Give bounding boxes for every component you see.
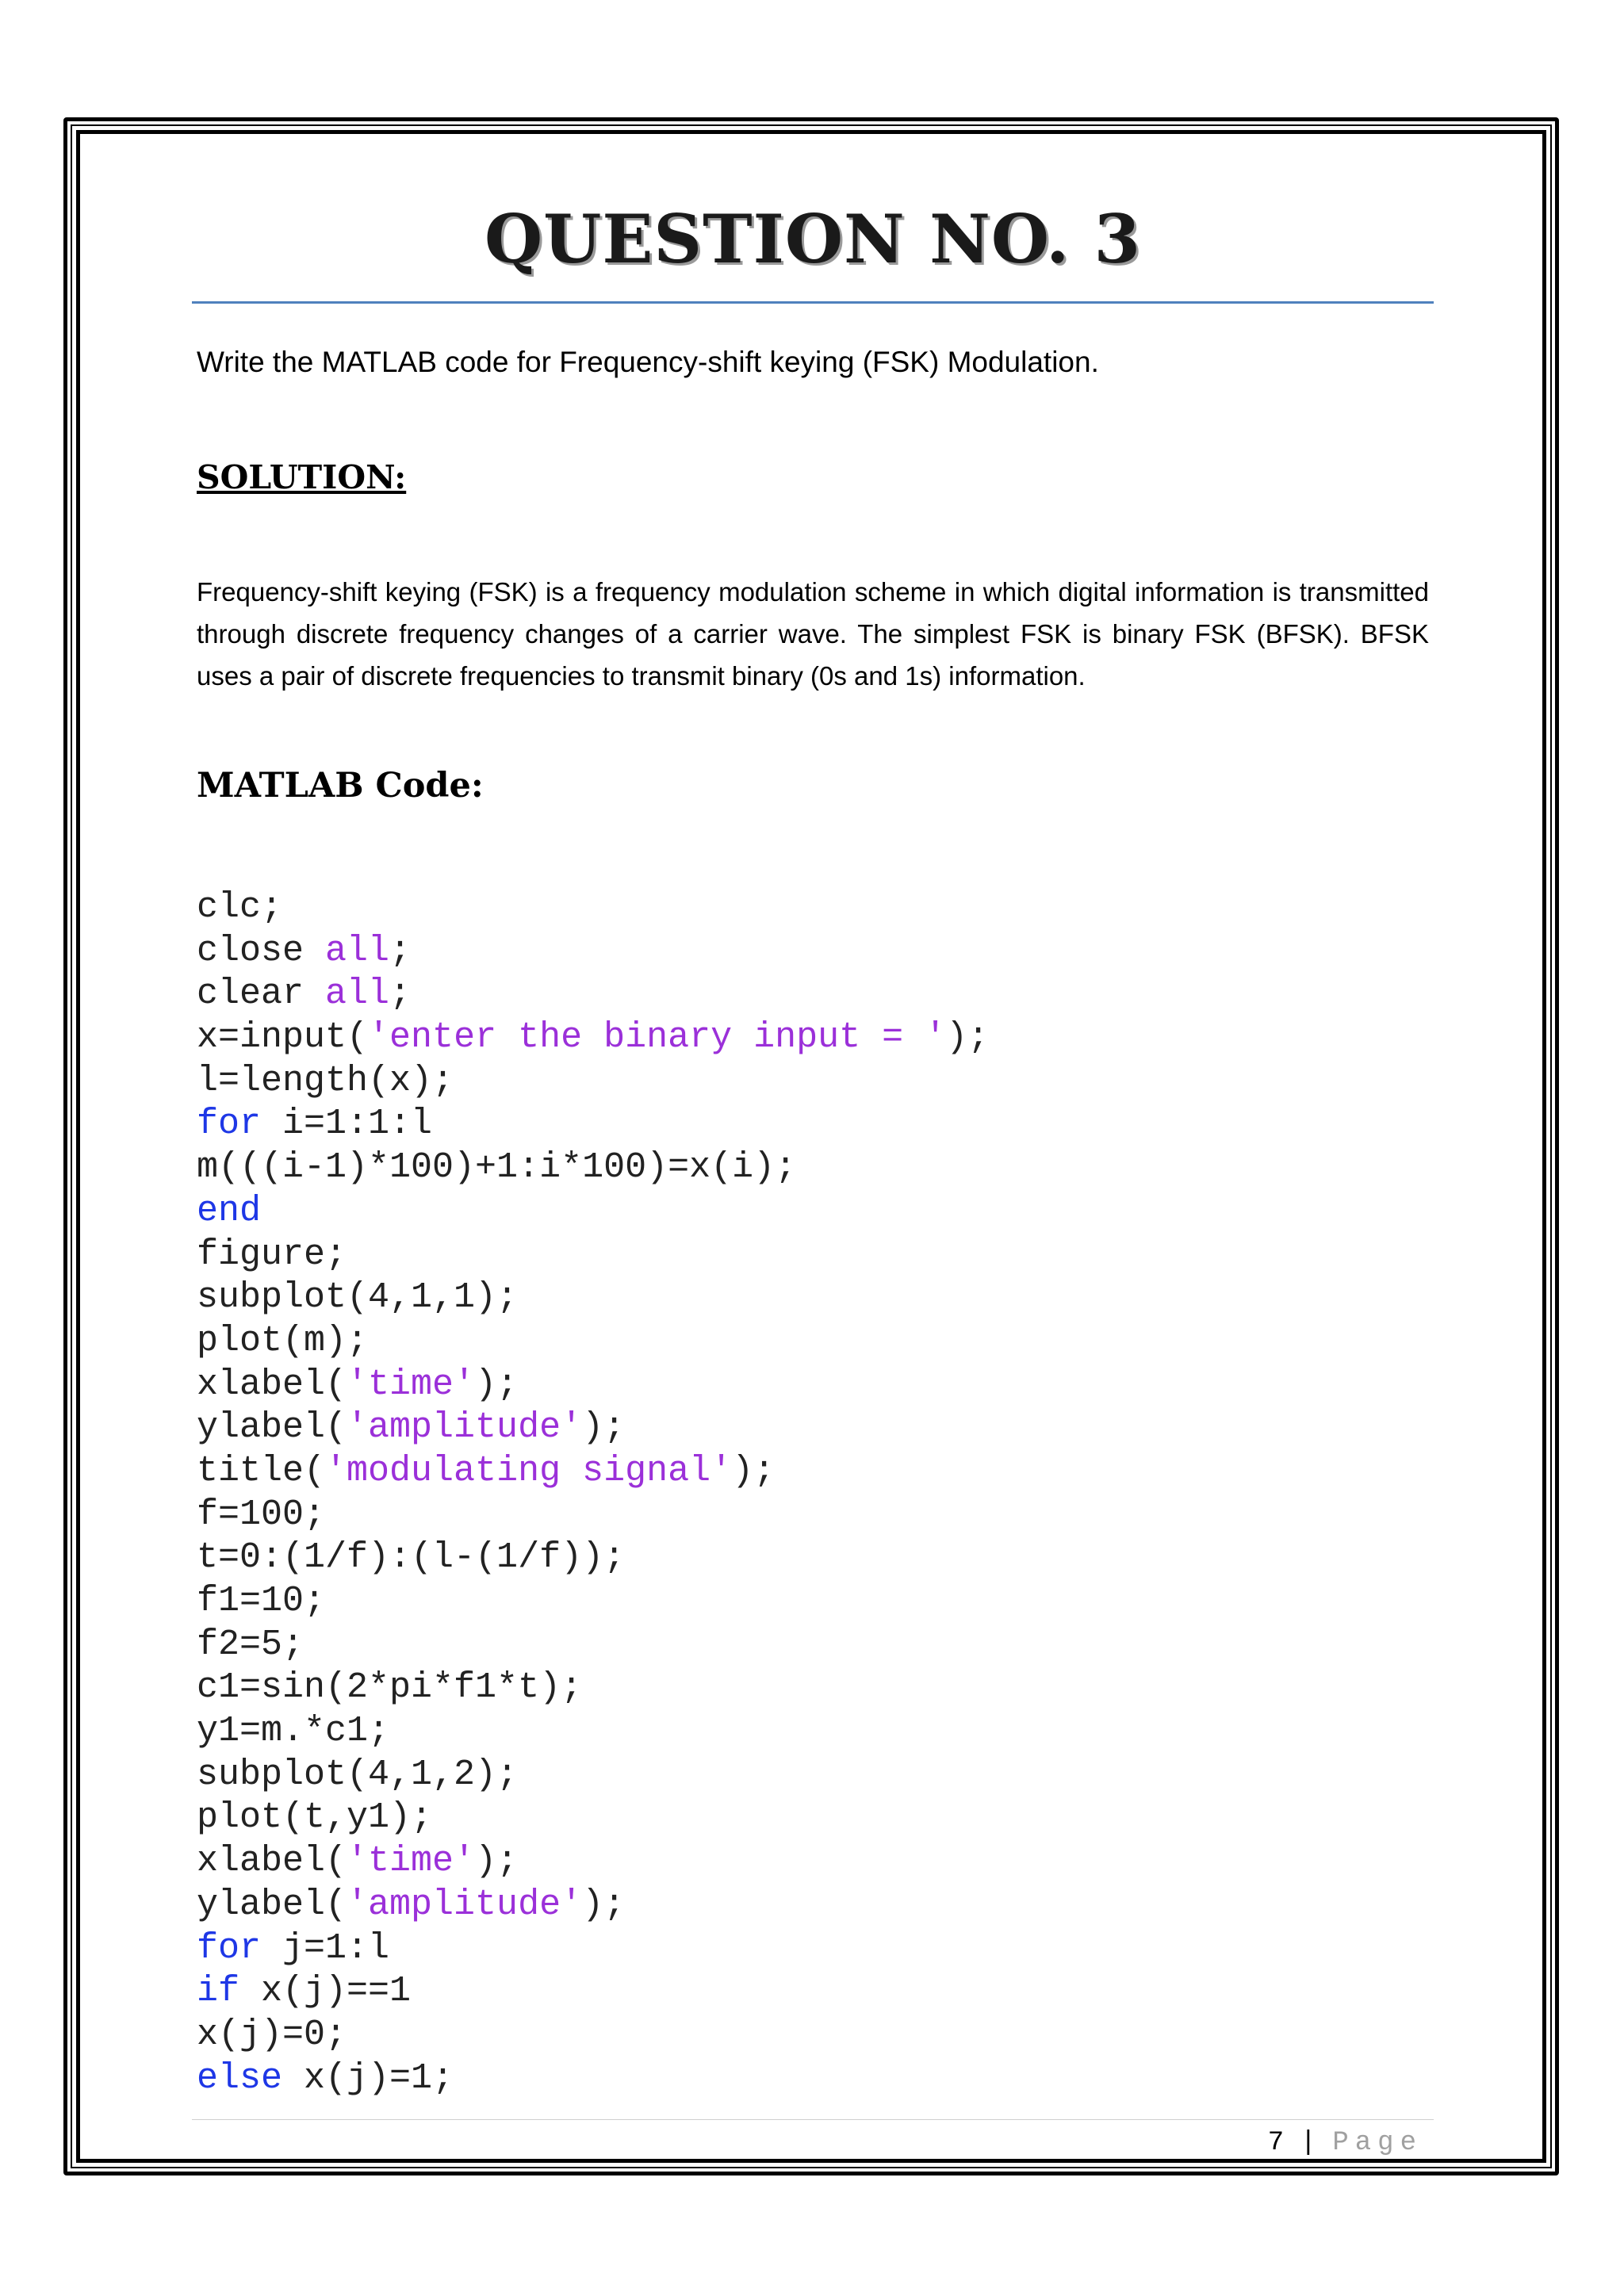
- code-heading: MATLAB Code:: [197, 766, 484, 806]
- footer-rule: [192, 2119, 1434, 2120]
- code-line: [197, 1754, 989, 1797]
- code-line: [197, 1234, 989, 1277]
- code-string: 'amplitude': [347, 1407, 583, 1448]
- code-line: [197, 1884, 989, 1927]
- code-text: ylabel(: [197, 1884, 347, 1925]
- code-text: );: [582, 1884, 626, 1925]
- code-text: close: [197, 930, 326, 971]
- code-text: t=0:(1/f):(l-(1/f));: [197, 1537, 626, 1578]
- code-line: [197, 1927, 989, 1971]
- code-string: 'time': [347, 1364, 476, 1405]
- code-line: [197, 1320, 989, 1364]
- code-text: x(j)==1: [239, 1971, 412, 2012]
- code-string: 'modulating signal': [325, 1450, 733, 1491]
- page-number: 7: [1267, 2128, 1285, 2158]
- footer-separator: |: [1300, 2128, 1316, 2158]
- code-line: [197, 1276, 989, 1320]
- code-text: );: [946, 1017, 990, 1058]
- code-line: [197, 1016, 989, 1060]
- code-line: [197, 886, 989, 930]
- code-text: i=1:1:l: [261, 1104, 433, 1145]
- code-text: f1=10;: [197, 1581, 326, 1621]
- code-text: plot(m);: [197, 1320, 369, 1361]
- code-text: ;: [389, 974, 412, 1015]
- code-text: ylabel(: [197, 1407, 347, 1448]
- code-text: j=1:l: [261, 1927, 390, 1969]
- title-underline-rule: [192, 301, 1434, 304]
- code-line: [197, 1103, 989, 1146]
- code-text: x(j)=1;: [282, 2057, 454, 2099]
- code-text: c1=sin(2*pi*f1*t);: [197, 1667, 583, 1709]
- page-title: QUESTION NO. 3: [484, 200, 1142, 278]
- code-line: [197, 1406, 989, 1450]
- solution-paragraph: Frequency-shift keying (FSK) is a frequency modulation scheme in which digital information is transmitted through discrete frequency changes of a carrier wave. The simplest FSK is binary FSK (BFSK). BFSK uses a pair of discrete frequencies to transmit binary (0s and 1s) information.: [197, 577, 1429, 691]
- question-text: Write the MATLAB code for Frequency-shift keying (FSK) Modulation.: [197, 346, 1099, 378]
- code-string: 'time': [347, 1841, 476, 1882]
- code-string: all: [325, 974, 390, 1015]
- code-line: [197, 1667, 989, 1710]
- code-line: [197, 1536, 989, 1580]
- code-line: [197, 1190, 989, 1234]
- code-text: m(((i-1)*100)+1:i*100)=x(i);: [197, 1147, 797, 1188]
- code-text: );: [732, 1450, 776, 1491]
- code-text: );: [475, 1841, 519, 1882]
- code-text: clear: [197, 974, 326, 1015]
- code-text: f2=5;: [197, 1624, 304, 1665]
- code-keyword: for: [197, 1104, 262, 1145]
- code-string: 'enter the binary input = ': [368, 1017, 947, 1058]
- code-line: [197, 1624, 989, 1667]
- code-text: subplot(4,1,2);: [197, 1754, 519, 1795]
- code-text: xlabel(: [197, 1841, 347, 1882]
- code-text: figure;: [197, 1234, 347, 1275]
- code-text: subplot(4,1,1);: [197, 1277, 519, 1318]
- code-line: [197, 1840, 989, 1884]
- code-text: x(j)=0;: [197, 2014, 347, 2055]
- code-line: [197, 1710, 989, 1754]
- code-text: title(: [197, 1450, 326, 1491]
- code-text: l=length(x);: [197, 1060, 454, 1101]
- code-keyword: else: [197, 2057, 283, 2099]
- code-text: plot(t,y1);: [197, 1797, 433, 1839]
- code-line: [197, 1364, 989, 1407]
- code-line: [197, 1450, 989, 1494]
- code-line: [197, 2014, 989, 2057]
- code-line: [197, 1797, 989, 1840]
- code-text: f=100;: [197, 1494, 326, 1535]
- code-line: [197, 1060, 989, 1104]
- code-line: [197, 2057, 989, 2101]
- code-string: all: [325, 930, 390, 971]
- matlab-code-block: [197, 886, 989, 2100]
- code-text: clc;: [197, 887, 283, 928]
- code-line: [197, 973, 989, 1016]
- code-line: [197, 1146, 989, 1190]
- code-line: [197, 1580, 989, 1624]
- code-text: );: [475, 1364, 519, 1405]
- code-text: x=input(: [197, 1017, 369, 1058]
- code-text: ;: [389, 930, 412, 971]
- code-line: [197, 930, 989, 974]
- code-text: y1=m.*c1;: [197, 1711, 390, 1752]
- code-text: );: [582, 1407, 626, 1448]
- code-string: 'amplitude': [347, 1884, 583, 1925]
- solution-heading: SOLUTION:: [197, 458, 407, 496]
- code-keyword: end: [197, 1190, 262, 1231]
- code-line: [197, 1970, 989, 2014]
- code-text: xlabel(: [197, 1364, 347, 1405]
- footer-page-word: Page: [1332, 2128, 1423, 2158]
- code-keyword: for: [197, 1927, 262, 1969]
- code-line: [197, 1494, 989, 1537]
- page-footer: [1268, 2128, 1423, 2158]
- code-keyword: if: [197, 1971, 240, 2012]
